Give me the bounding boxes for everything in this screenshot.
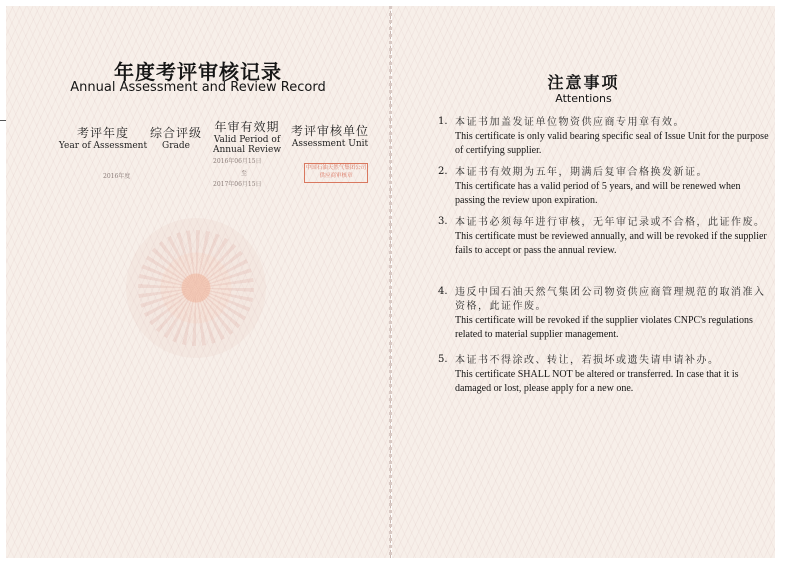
column-assessment-unit-en: Assessment Unit	[291, 139, 369, 149]
attention-item	[438, 216, 770, 258]
attention-cn: 本证书加盖发证单位物资供应商专用章有效。	[455, 117, 685, 128]
valid-to: 2017年06月15日	[213, 181, 262, 188]
attention-item	[438, 166, 770, 208]
attentions-title-en: Attentions	[555, 92, 612, 105]
entry-year: 2016年度	[103, 173, 131, 180]
attention-item	[438, 116, 770, 158]
attention-cn: 本证书不得涂改、转让，若损坏或遗失请申请补办。	[455, 355, 720, 366]
column-assessment-unit	[286, 122, 374, 149]
attention-en: This certificate will be revoked if the supplier violates CNPC's regulations related to material supplier management.	[455, 315, 753, 340]
column-grade-en: Grade	[162, 141, 190, 151]
column-year	[58, 124, 148, 151]
attention-en: This certificate has a valid period of 5 years, and will be renewed when passing the review upon expiration.	[455, 181, 741, 206]
attention-number: 2.	[438, 166, 448, 177]
attention-en: This certificate SHALL NOT be altered or transferred. In case that it is damaged or lost, please apply for a new one.	[455, 369, 739, 394]
attention-number: 5.	[438, 354, 448, 365]
attention-cn: 本证书必须每年进行审核，无年审记录或不合格，此证作废。	[455, 217, 766, 228]
column-year-en: Year of Assessment	[58, 141, 148, 151]
valid-from: 2016年06月15日	[213, 158, 262, 165]
attention-en: This certificate must be reviewed annually, and will be revoked if the supplier fails to accept or pass the annual review.	[455, 231, 767, 256]
attention-cn: 违反中国石油天然气集团公司物资供应商管理规范的取消准入资格，此证作废。	[455, 287, 766, 312]
review-stamp: 中国石油天然气集团公司 供应商审核章	[304, 163, 368, 183]
column-grade-cn: 综合评级	[149, 126, 202, 140]
attention-number: 4.	[438, 286, 448, 297]
scan-edge-mark	[0, 120, 6, 121]
attention-item	[438, 354, 770, 396]
column-valid-period	[212, 118, 282, 155]
security-seal-graphic	[126, 218, 266, 358]
column-assessment-unit-cn: 考评审核单位	[290, 124, 369, 138]
column-year-cn: 考评年度	[76, 126, 129, 140]
column-valid-period-cn: 年审有效期	[214, 120, 280, 134]
column-valid-period-en: Valid Period of Annual Review	[212, 135, 282, 155]
attention-number: 3.	[438, 216, 448, 227]
attention-number: 1.	[438, 116, 448, 127]
left-page	[6, 6, 391, 558]
column-grade	[144, 124, 208, 151]
attention-en: This certificate is only valid bearing specific seal of Issue Unit for the purpose of certifying supplier.	[455, 131, 769, 156]
right-page	[392, 6, 775, 558]
attentions-title-cn: 注意事项	[547, 73, 620, 92]
attention-item	[438, 286, 770, 342]
record-title-cn: 年度考评审核记录	[114, 60, 282, 84]
attention-cn: 本证书有效期为五年，期满后复审合格换发新证。	[455, 167, 708, 178]
valid-to-word: 至	[241, 170, 248, 177]
record-title-en: Annual Assessment and Review Record	[70, 80, 326, 95]
